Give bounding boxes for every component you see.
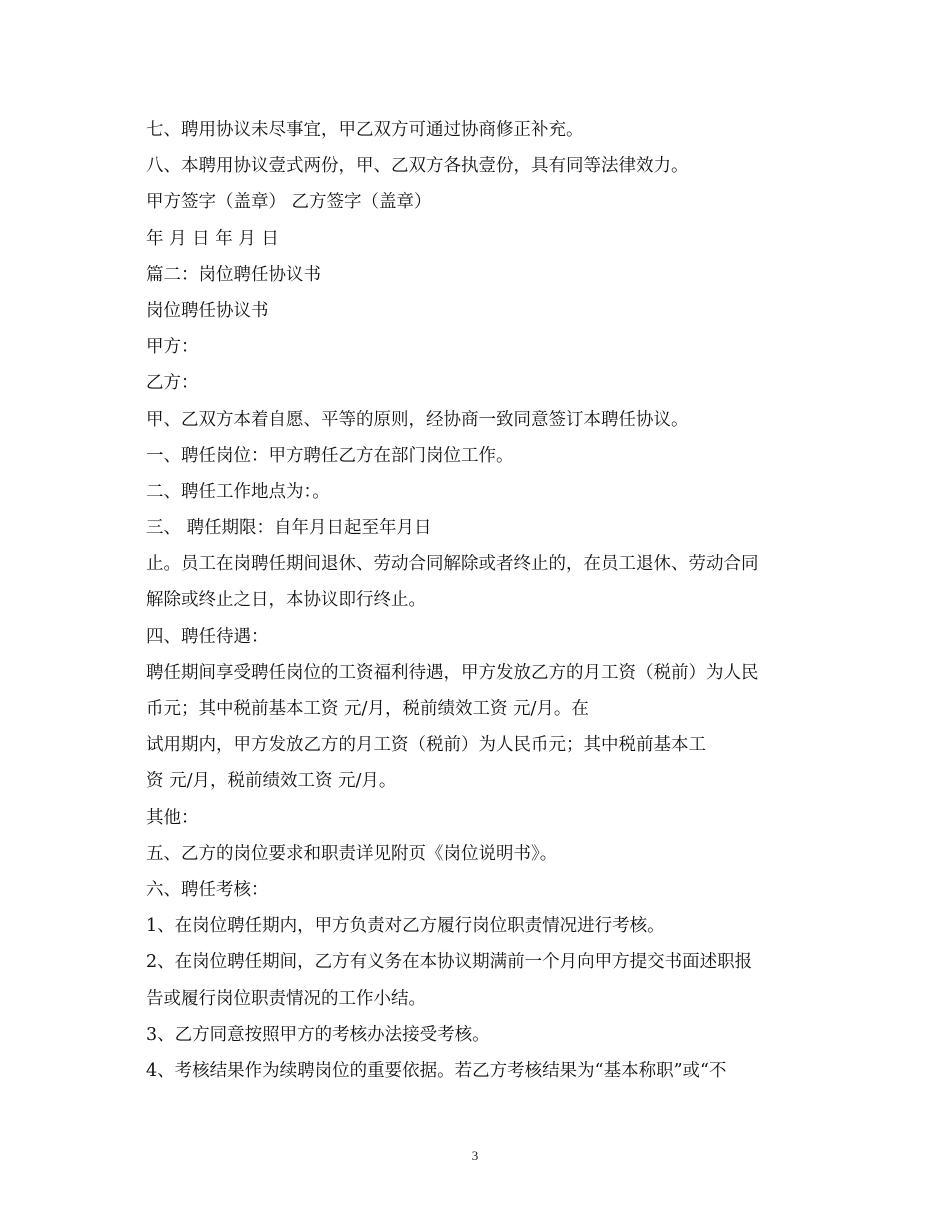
document-title: 岗位聘任协议书 <box>146 300 269 321</box>
clause-4-text: 资 元/月，税前绩效工资 元/月。 <box>146 771 397 792</box>
party-b: 乙方： <box>146 373 199 394</box>
page-number: 3 <box>471 1148 479 1163</box>
clause-6: 六、聘任考核： <box>146 879 269 900</box>
party-a: 甲方： <box>146 337 199 358</box>
section-heading: 篇二：岗位聘任协议书 <box>146 264 321 285</box>
preamble: 甲、乙双方本着自愿、平等的原则，经协商一致同意签订本聘任协议。 <box>146 409 689 430</box>
date-line: 年 月 日 年 月 日 <box>146 228 279 249</box>
clause-3-end: 解除或终止之日，本协议即行终止。 <box>146 590 426 611</box>
clause-3-continued: 止。员工在岗聘任期间退休、劳动合同解除或者终止的，在员工退休、劳动合同 <box>146 554 759 575</box>
other-label: 其他： <box>146 807 199 828</box>
clause-8: 八、本聘用协议壹式两份，甲、乙双方各执壹份，具有同等法律效力。 <box>146 156 689 177</box>
clause-4: 四、聘任待遇： <box>146 626 269 647</box>
clause-7: 七、聘用协议未尽事宜，甲乙双方可通过协商修正补充。 <box>146 120 584 140</box>
clause-6-item-4: 4、考核结果作为续聘岗位的重要依据。若乙方考核结果为“基本称职”或“不 <box>146 1060 727 1081</box>
clause-6-item-3: 3、乙方同意按照甲方的考核办法接受考核。 <box>146 1024 490 1045</box>
clause-1: 一、聘任岗位：甲方聘任乙方在部门岗位工作。 <box>146 445 514 466</box>
clause-4-text: 币元；其中税前基本工资 元/月，税前绩效工资 元/月。在 <box>146 699 589 719</box>
clause-5: 五、乙方的岗位要求和职责详见附页《岗位说明书》。 <box>146 843 558 864</box>
document-body <box>146 112 826 1089</box>
clause-4-text: 聘任期间享受聘任岗位的工资福利待遇，甲方发放乙方的月工资（税前）为人民 <box>146 662 759 683</box>
clause-4-text: 试用期内，甲方发放乙方的月工资（税前）为人民币元；其中税前基本工 <box>146 735 706 756</box>
signature-line: 甲方签字（盖章） 乙方签字（盖章） <box>146 192 432 213</box>
clause-2: 二、聘任工作地点为：。 <box>146 481 330 502</box>
clause-6-item-1: 1、在岗位聘任期内，甲方负责对乙方履行岗位职责情况进行考核。 <box>146 916 665 937</box>
clause-3: 三、 聘任期限：自年月日起至年月日 <box>146 518 432 539</box>
clause-6-item-2-continued: 告或履行岗位职责情况的工作小结。 <box>146 988 426 1009</box>
clause-6-item-2: 2、在岗位聘任期间，乙方有义务在本协议期满前一个月向甲方提交书面述职报 <box>146 952 753 973</box>
